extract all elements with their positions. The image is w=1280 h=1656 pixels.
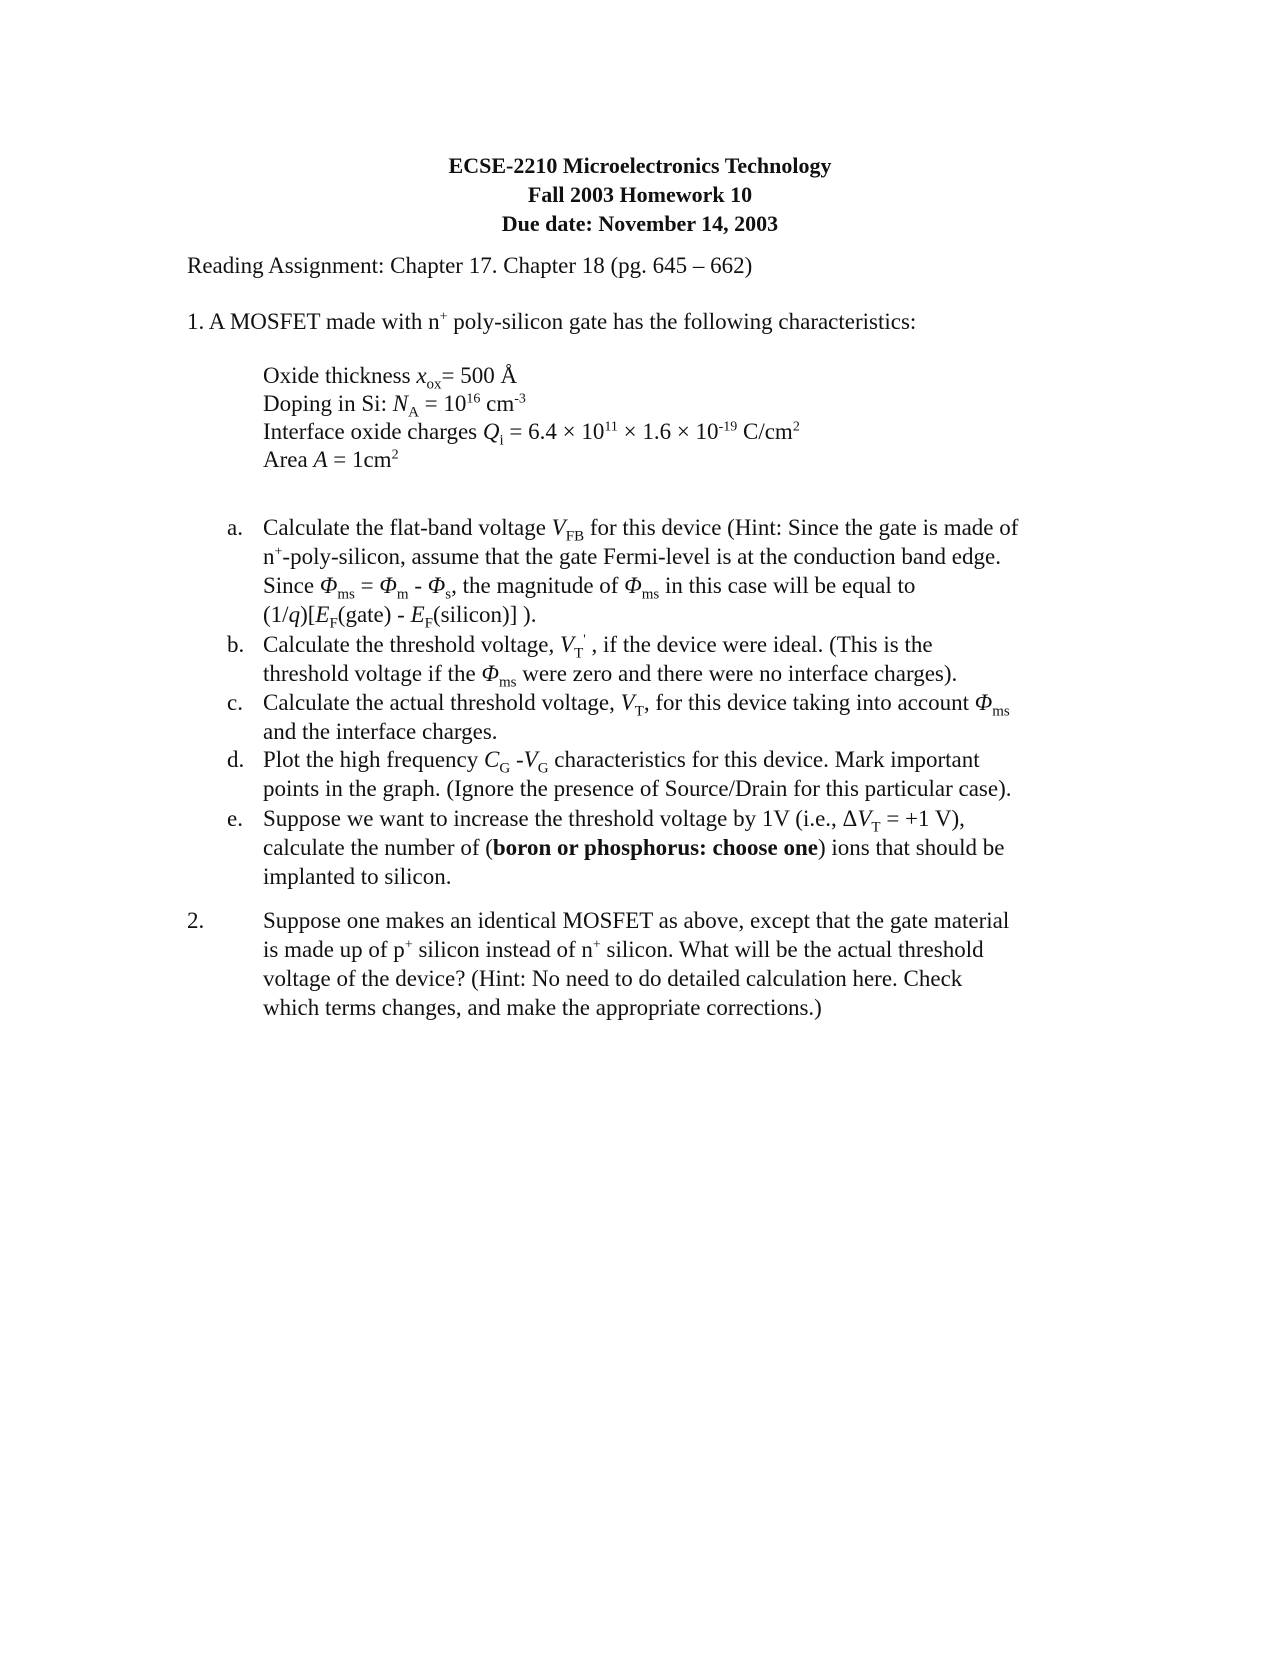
part-b-text xyxy=(263,630,1093,691)
text: characteristics for this device. Mark important xyxy=(548,747,980,772)
subscript: F xyxy=(329,615,338,632)
label: Doping in Si: xyxy=(263,391,393,416)
part-c-marker: c. xyxy=(227,690,243,715)
variable: V xyxy=(551,515,566,540)
text: calculate the number of ( xyxy=(263,835,493,860)
value: = 1cm xyxy=(327,447,392,472)
subscript: ox xyxy=(426,376,442,393)
text: were zero and there were no interface charges). xyxy=(516,661,958,686)
phi-symbol: Φ xyxy=(427,573,446,598)
text: (gate) - xyxy=(337,602,411,627)
superscript: -19 xyxy=(718,419,738,435)
variable: E xyxy=(315,602,330,627)
part-a-marker: a. xyxy=(227,515,243,540)
superscript: + xyxy=(404,937,413,953)
text: Calculate the actual threshold voltage, xyxy=(263,690,621,715)
text: silicon instead of n xyxy=(412,937,593,962)
homework-title: Fall 2003 Homework 10 xyxy=(527,182,753,207)
variable: V xyxy=(560,632,575,657)
oxide-thickness xyxy=(263,362,518,393)
text: implanted to silicon. xyxy=(263,864,452,889)
part-d-text xyxy=(263,745,1093,803)
value: = 6.4 × 10 xyxy=(503,419,605,444)
text: silicon. What will be the actual threshold xyxy=(600,937,984,962)
superscript: 2 xyxy=(792,419,800,435)
subscript: m xyxy=(396,586,409,603)
subscript: i xyxy=(499,432,504,449)
variable: E xyxy=(410,602,425,627)
superscript: + xyxy=(592,937,601,953)
subscript: s xyxy=(445,586,452,603)
text: (1/ xyxy=(263,602,289,627)
text: = xyxy=(354,573,380,598)
subscript: ms xyxy=(337,586,355,603)
text: points in the graph. (Ignore the presence of Source/Drain for this particular case). xyxy=(263,776,1012,801)
subscript: ms xyxy=(992,703,1010,720)
part-a-text xyxy=(263,513,1093,632)
value: = 10 xyxy=(418,391,467,416)
value: × 1.6 × 10 xyxy=(617,419,719,444)
part-e-marker: e. xyxy=(227,806,243,831)
text: voltage of the device? (Hint: No need to do detailed calculation here. Check xyxy=(263,966,963,991)
phi-symbol: Φ xyxy=(319,573,338,598)
text: Calculate the threshold voltage, xyxy=(263,632,560,657)
subscript: FB xyxy=(565,528,585,545)
phi-symbol: Φ xyxy=(624,573,642,598)
value: = 500 Å xyxy=(441,363,518,388)
text: which terms changes, and make the appropriate corrections.) xyxy=(263,995,822,1020)
variable: C xyxy=(484,747,500,772)
phi-symbol: Φ xyxy=(974,690,993,715)
text: , the magnitude of xyxy=(451,573,625,598)
superscript: + xyxy=(274,544,283,560)
area xyxy=(263,446,399,474)
interface-charges xyxy=(263,418,800,449)
bold-choice: boron or phosphorus: choose one xyxy=(492,835,818,860)
text: Plot the high frequency xyxy=(263,747,485,772)
label: Area xyxy=(263,447,314,472)
part-e-text xyxy=(263,804,1093,891)
phi-symbol: Φ xyxy=(481,661,499,686)
question-1-intro xyxy=(187,308,916,336)
text: Suppose one makes an identical MOSFET as above, except that the gate material xyxy=(263,908,1010,933)
text: , if the device were ideal. (This is the xyxy=(585,632,933,657)
subscript: ms xyxy=(641,586,660,603)
part-b-marker: b. xyxy=(227,632,245,657)
course-title: ECSE-2210 Microelectronics Technology xyxy=(448,153,832,178)
text: and the interface charges. xyxy=(263,719,498,744)
text: (silicon)] ). xyxy=(433,602,537,627)
subscript: T xyxy=(574,645,584,662)
part-c-text xyxy=(263,688,1093,746)
subscript: T xyxy=(871,819,881,836)
superscript: -3 xyxy=(514,391,526,407)
due-date: Due date: November 14, 2003 xyxy=(501,211,779,236)
variable: V xyxy=(523,747,538,772)
text: Suppose we want to increase the threshold voltage by 1V (i.e., Δ xyxy=(263,806,858,831)
variable: V xyxy=(620,690,635,715)
text: n xyxy=(263,544,275,569)
superscript: 11 xyxy=(604,419,618,435)
document-header xyxy=(0,151,1280,238)
text: for this device (Hint: Since the gate is made of xyxy=(584,515,1019,540)
variable: A xyxy=(313,447,328,472)
subscript: ms xyxy=(498,674,517,691)
variable: q xyxy=(288,602,301,627)
text: - xyxy=(510,747,524,772)
text: = +1 V), xyxy=(880,806,965,831)
phi-symbol: Φ xyxy=(379,573,397,598)
text: Since xyxy=(263,573,320,598)
subscript: F xyxy=(424,615,433,632)
text: , for this device taking into account xyxy=(643,690,975,715)
part-d-marker: d. xyxy=(227,747,245,772)
text: is made up of p xyxy=(263,937,405,962)
subscript: G xyxy=(499,760,511,777)
subscript: A xyxy=(408,404,419,421)
text: ) ions that should be xyxy=(817,835,1005,860)
doping xyxy=(263,390,526,421)
superscript: + xyxy=(439,309,448,325)
text: - xyxy=(408,573,428,598)
variable: V xyxy=(857,806,872,831)
unit: cm xyxy=(480,391,515,416)
label: Interface oxide charges xyxy=(263,419,483,444)
label: Oxide thickness xyxy=(263,363,417,388)
subscript: G xyxy=(537,760,549,777)
superscript: 2 xyxy=(391,447,399,463)
variable: N xyxy=(392,391,409,416)
reading-assignment: Reading Assignment: Chapter 17. Chapter 18 (pg. 645 – 662) xyxy=(187,253,753,278)
text: )[ xyxy=(300,602,316,627)
superscript: 16 xyxy=(466,391,481,407)
text: Calculate the flat-band voltage xyxy=(263,515,552,540)
subscript: T xyxy=(634,703,644,720)
intro-text: A MOSFET made with n xyxy=(208,309,440,334)
question-2-marker: 2. xyxy=(187,908,205,933)
text: threshold voltage if the xyxy=(263,661,482,686)
question-2-text xyxy=(263,906,1093,1022)
text: -poly-silicon, assume that the gate Fermi-level is at the conduction band edge. xyxy=(282,544,1001,569)
intro-text: poly-silicon gate has the following characteristics: xyxy=(447,309,917,334)
text: in this case will be equal to xyxy=(659,573,916,598)
prime-mark: ' xyxy=(583,632,586,648)
unit: C/cm xyxy=(737,419,793,444)
question-number: 1. xyxy=(187,309,205,334)
variable: Q xyxy=(482,419,500,444)
variable: x xyxy=(416,363,427,388)
